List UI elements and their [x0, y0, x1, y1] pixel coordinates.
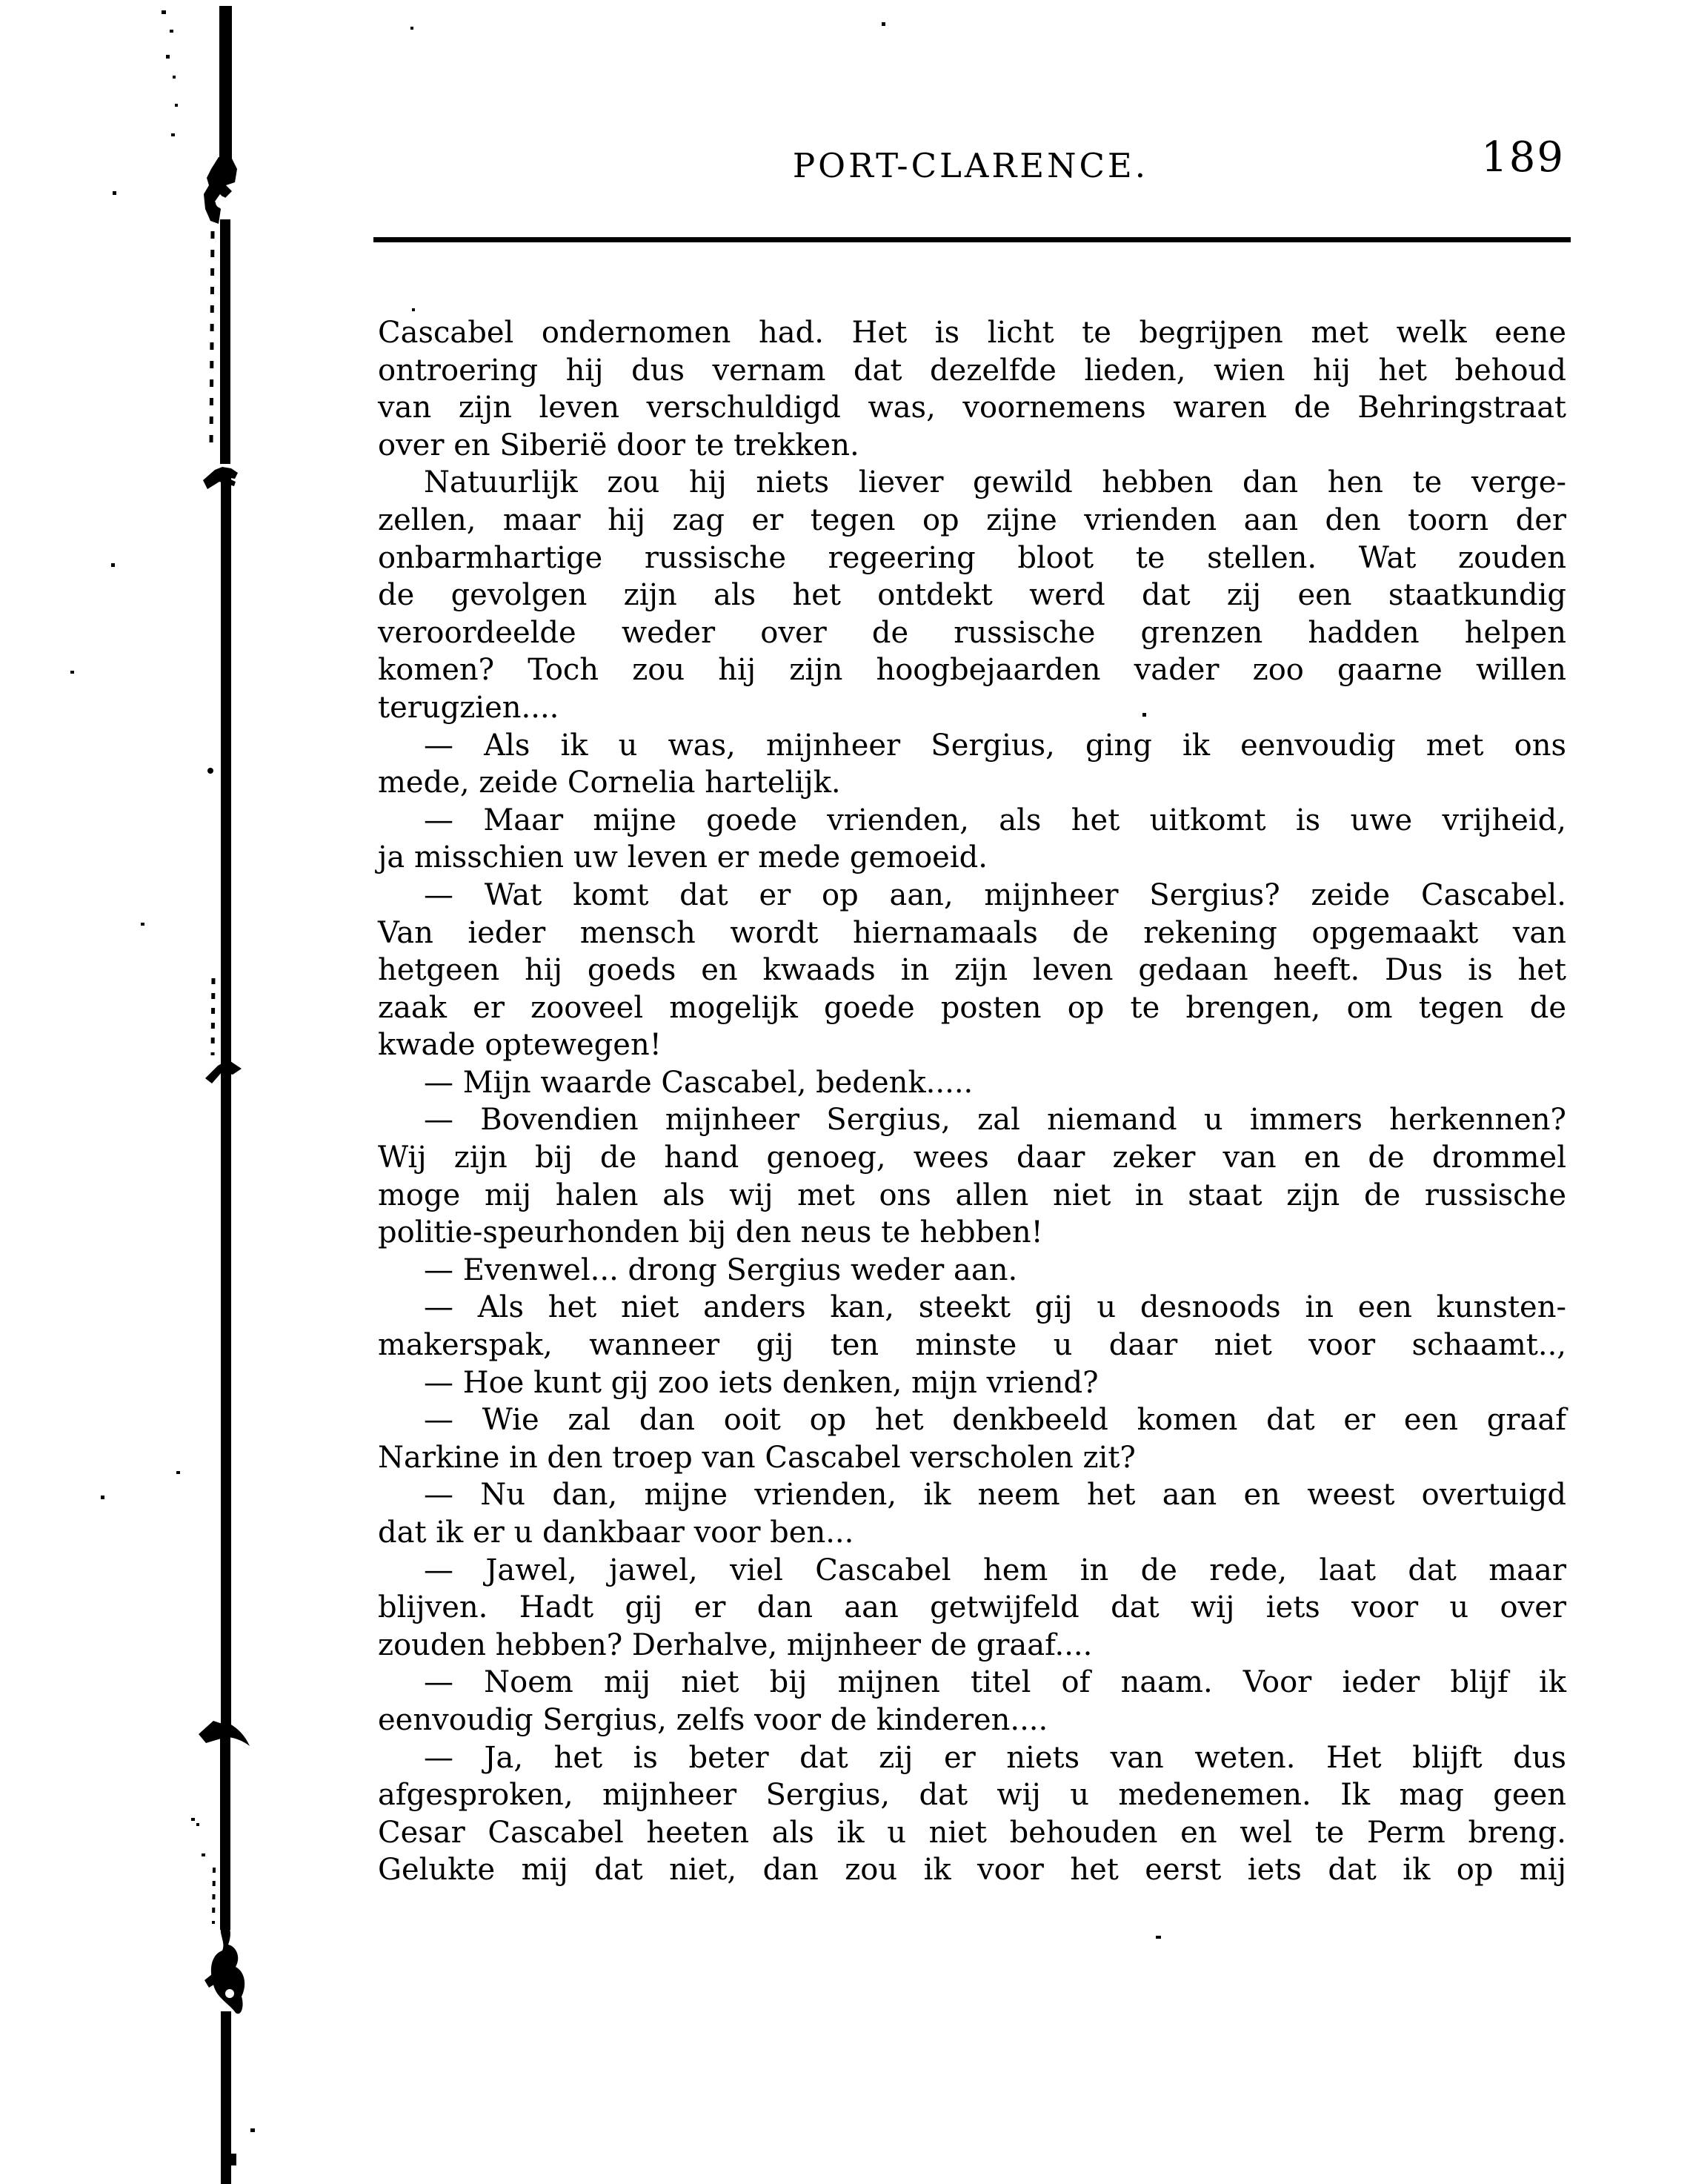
text-line: hetgeen hij goeds en kwaads in zijn leven gedaan heeft. Dus is het	[378, 953, 1566, 988]
text-line: — Hoe kunt gij zoo iets denken, mijn vriend?	[424, 1365, 1099, 1400]
text-line: zaak er zooveel mogelijk goede posten op te brengen, om tegen de	[378, 990, 1566, 1025]
text-line: mede, zeide Cornelia hartelijk.	[378, 766, 841, 800]
text-line: veroordeelde weder over de russische grenzen hadden helpen	[378, 615, 1566, 650]
text-line: Cascabel ondernomen had. Het is licht te begrijpen met welk eene	[378, 316, 1566, 350]
text-line: dat ik er u dankbaar voor ben...	[378, 1516, 854, 1550]
text-line: — Noem mij niet bij mijnen titel of naam. Voor ieder blijf ik	[424, 1665, 1566, 1700]
text-line: Gelukte mij dat niet, dan zou ik voor het eerst iets dat ik op mij	[378, 1853, 1566, 1888]
text-line: — Evenwel... drong Sergius weder aan.	[424, 1252, 1018, 1287]
text-line: kwade optewegen!	[378, 1028, 662, 1063]
text-line: — Als het niet anders kan, steekt gij u desnoods in een kunsten-	[424, 1290, 1566, 1325]
text-line: de gevolgen zijn als het ontdekt werd dat zij een staatkundig	[378, 578, 1566, 613]
text-line: zouden hebben? Derhalve, mijnheer de graaf....	[378, 1627, 1093, 1662]
text-line: moge mij halen als wij met ons allen niet in staat zijn de russische	[378, 1178, 1566, 1212]
text-line: blijven. Hadt gij er dan aan getwijfeld dat wij iets voor u over	[378, 1590, 1566, 1625]
text-line: Natuurlijk zou hij niets liever gewild hebben dan hen te verge-	[424, 465, 1566, 500]
text-line: onbarmhartige russische regeering bloot te stellen. Wat zouden	[378, 540, 1566, 575]
text-line: — Mijn waarde Cascabel, bedenk.....	[424, 1065, 974, 1100]
text-line: afgesproken, mijnheer Sergius, dat wij u medenemen. Ik mag geen	[378, 1778, 1566, 1813]
text-line: Cesar Cascabel heeten als ik u niet behouden en wel te Perm breng.	[378, 1815, 1566, 1850]
body-text-block	[378, 314, 1566, 1889]
text-line: — Wie zal dan ooit op het denkbeeld komen dat er een graaf	[424, 1403, 1566, 1438]
text-line: politie-speurhonden bij den neus te hebben!	[378, 1215, 1043, 1250]
text-line: makerspak, wanneer gij ten minste u daar niet voor schaamt..,	[378, 1328, 1566, 1363]
text-line: van zijn leven verschuldigd was, voornemens waren de Behringstraat	[378, 391, 1566, 425]
text-line: — Nu dan, mijne vrienden, ik neem het aan en weest overtuigd	[424, 1478, 1566, 1513]
page-number: 189	[1481, 133, 1565, 182]
text-line: Narkine in den troep van Cascabel verscholen zit?	[378, 1440, 1136, 1475]
text-line: ontroering hij dus vernam dat dezelfde lieden, wien hij het behoud	[378, 353, 1566, 388]
text-line: — Wat komt dat er op aan, mijnheer Sergius? zeide Cascabel.	[424, 877, 1566, 912]
text-line: Van ieder mensch wordt hiernamaals de rekening opgemaakt van	[378, 915, 1566, 950]
text-line: zellen, maar hij zag er tegen op zijne vrienden aan den toorn der	[378, 502, 1566, 537]
text-line: — Jawel, jawel, viel Cascabel hem in de rede, laat dat maar	[424, 1553, 1566, 1587]
text-line: — Ja, het is beter dat zij er niets van weten. Het blijft dus	[424, 1740, 1566, 1775]
text-line: — Als ik u was, mijnheer Sergius, ging ik eenvoudig met ons	[424, 728, 1566, 763]
text-line: — Maar mijne goede vrienden, als het uitkomt is uwe vrijheid,	[424, 803, 1566, 837]
header-rule	[373, 237, 1571, 242]
text-line: over en Siberië door te trekken.	[378, 428, 859, 462]
running-head-title: PORT-CLARENCE.	[792, 146, 1149, 185]
text-line: ja misschien uw leven er mede gemoeid.	[378, 840, 988, 875]
text-line: eenvoudig Sergius, zelfs voor de kinderen....	[378, 1702, 1048, 1737]
text-line: terugzien....	[378, 690, 559, 725]
text-line: komen? Toch zou hij zijn hoogbejaarden vader zoo gaarne willen	[378, 653, 1566, 688]
text-line: — Bovendien mijnheer Sergius, zal niemand u immers herkennen?	[424, 1103, 1566, 1138]
text-line: Wij zijn bij de hand genoeg, wees daar zeker van en de drommel	[378, 1141, 1566, 1175]
